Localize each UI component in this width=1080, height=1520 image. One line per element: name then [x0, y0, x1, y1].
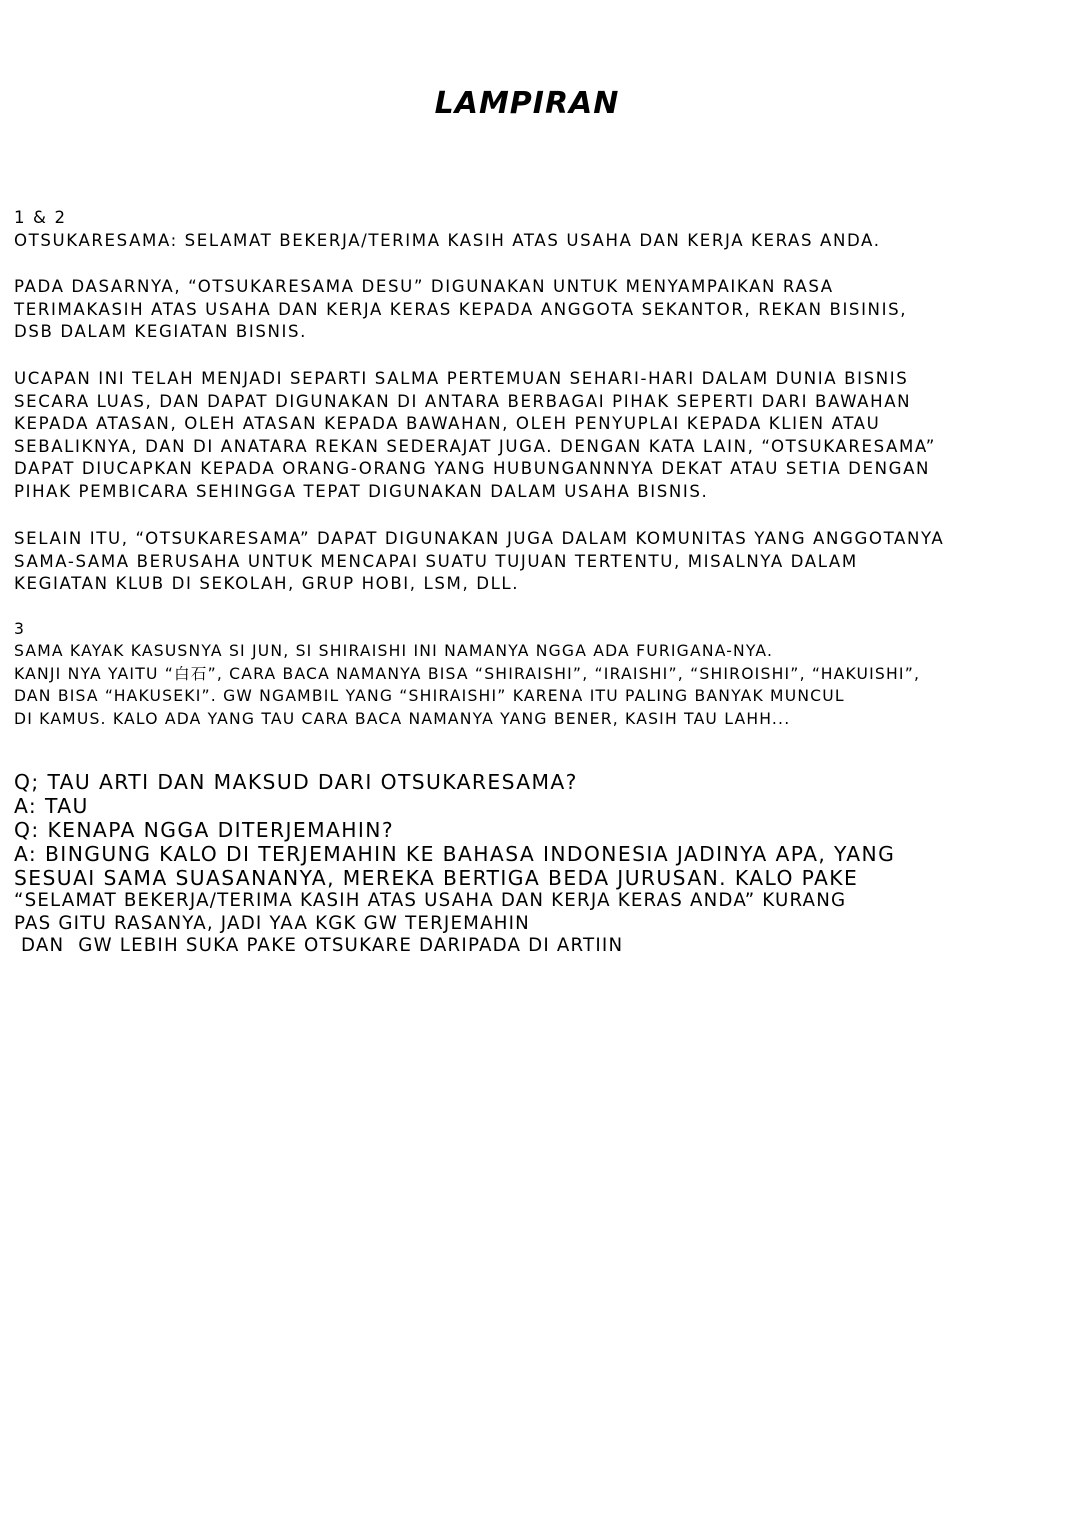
question-2: Q: KENAPA NGGA DITERJEMAHIN?: [14, 818, 395, 842]
paragraph-3: [14, 528, 944, 596]
note-number: 3: [14, 620, 26, 638]
paragraph-line: TERIMAKASIH ATAS USAHA DAN KERJA KERAS KEPADA ANGGOTA SEKANTOR, REKAN BISINIS,: [14, 299, 908, 319]
answer-2-line: DAN GW LEBIH SUKA PAKE OTSUKARE DARIPADA DI ARTIIN: [14, 935, 624, 957]
page-title: LAMPIRAN: [434, 86, 620, 121]
paragraph-line: DSB DALAM KEGIATAN BISNIS.: [14, 322, 307, 342]
paragraph-line: SEBALIKNYA, DAN DI ANATARA REKAN SEDERAJAT JUGA. DENGAN KATA LAIN, “OTSUKARESAMA”: [14, 436, 937, 456]
answer-2-line: A: BINGUNG KALO DI TERJEMAHIN KE BAHASA INDONESIA JADINYA APA, YANG: [14, 842, 896, 866]
note-line: DAN BISA “HAKUSEKI”. GW NGAMBIL YANG “SHIRAISHI” KARENA ITU PALING BANYAK MUNCUL: [14, 687, 845, 706]
qa-section: [14, 770, 895, 958]
paragraph-line: SELAIN ITU, “OTSUKARESAMA” DAPAT DIGUNAKAN JUGA DALAM KOMUNITAS YANG ANGGOTANYA: [14, 529, 945, 548]
answer-2-line: “SELAMAT BEKERJA/TERIMA KASIH ATAS USAHA DAN KERJA KERAS ANDA” KURANG: [14, 890, 847, 911]
answer-2-line: SESUAI SAMA SUASANANYA, MEREKA BERTIGA BEDA JURUSAN. KALO PAKE: [14, 866, 859, 890]
note-line: DI KAMUS. KALO ADA YANG TAU CARA BACA NAMANYA YANG BENER, KASIH TAU LAHH...: [14, 709, 791, 728]
definition-line: OTSUKARESAMA: SELAMAT BEKERJA/TERIMA KASIH ATAS USAHA DAN KERJA KERAS ANDA.: [14, 230, 881, 250]
paragraph-line: SAMA-SAMA BERUSAHA UNTUK MENCAPAI SUATU TUJUAN TERTENTU, MISALNYA DALAM: [14, 551, 858, 571]
answer-1: A: TAU: [14, 794, 89, 818]
paragraph-1: [14, 276, 907, 344]
note-3: [14, 618, 920, 730]
paragraph-2: [14, 368, 936, 504]
note-number: 1 & 2: [14, 208, 67, 227]
paragraph-line: UCAPAN INI TELAH MENJADI SEPARTI SALMA PERTEMUAN SEHARI-HARI DALAM DUNIA BISNIS: [14, 369, 909, 388]
paragraph-line: PIHAK PEMBICARA SEHINGGA TEPAT DIGUNAKAN DALAM USAHA BISNIS.: [14, 481, 709, 501]
paragraph-line: PADA DASARNYA, “OTSUKARESAMA DESU” DIGUNAKAN UNTUK MENYAMPAIKAN RASA: [14, 277, 834, 296]
paragraph-line: DAPAT DIUCAPKAN KEPADA ORANG-ORANG YANG HUBUNGANNNYA DEKAT ATAU SETIA DENGAN: [14, 459, 931, 479]
answer-2-line: PAS GITU RASANYA, JADI YAA KGK GW TERJEMAHIN: [14, 912, 530, 934]
paragraph-line: KEGIATAN KLUB DI SEKOLAH, GRUP HOBI, LSM, DLL.: [14, 574, 520, 594]
paragraph-line: SECARA LUAS, DAN DAPAT DIGUNAKAN DI ANTARA BERBAGAI PIHAK SEPERTI DARI BAWAHAN: [14, 391, 912, 411]
note-line: KANJI NYA YAITU “白石”, CARA BACA NAMANYA BISA “SHIRAISHI”, “IRAISHI”, “SHIROISHI”, “HAKUISHI”,: [14, 664, 921, 683]
note-1-2: [14, 207, 881, 252]
question-1: Q; TAU ARTI DAN MAKSUD DARI OTSUKARESAMA?: [14, 770, 578, 794]
paragraph-line: KEPADA ATASAN, OLEH ATASAN KEPADA BAWAHAN, OLEH PENYUPLAI KEPADA KLIEN ATAU: [14, 414, 881, 434]
note-line: SAMA KAYAK KASUSNYA SI JUN, SI SHIRAISHI INI NAMANYA NGGA ADA FURIGANA-NYA.: [14, 642, 774, 661]
